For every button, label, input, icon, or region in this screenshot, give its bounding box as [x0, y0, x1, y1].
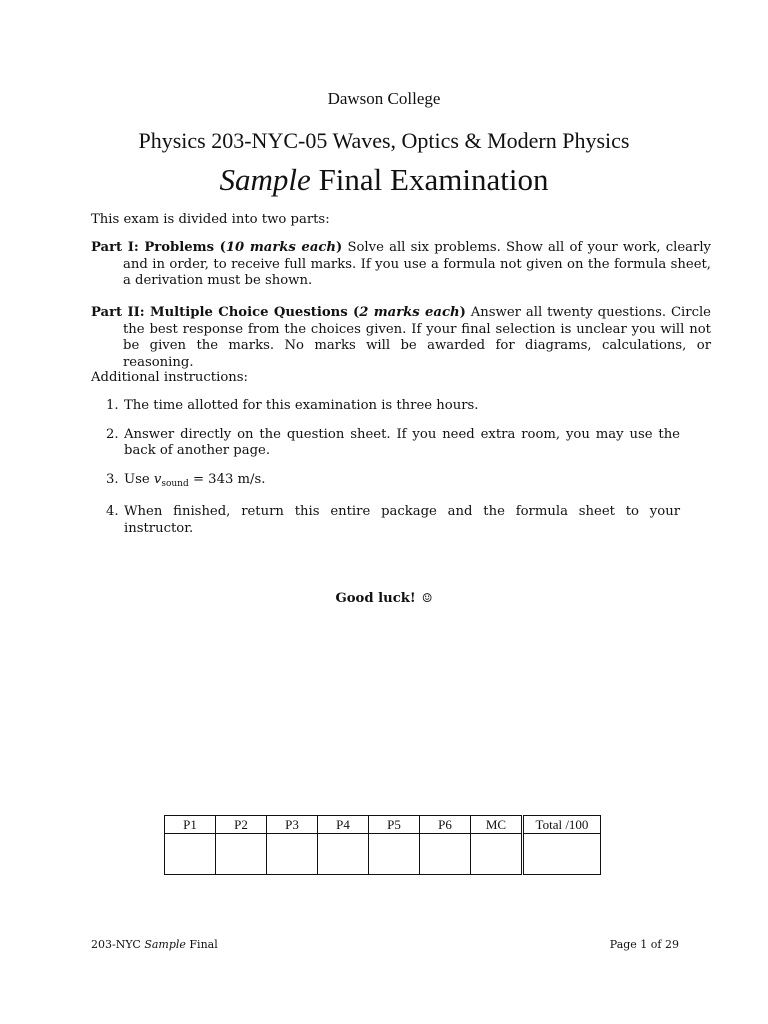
instruction-item: 2. Answer directly on the question sheet. If you need extra room, you may use the back of another page. [106, 426, 680, 458]
exam-title-italic: Sample [219, 162, 311, 197]
exam-title [0, 162, 768, 198]
score-table-entry-row [165, 834, 601, 875]
instruction-item: 4. When finished, return this entire package and the formula sheet to your instructor. [106, 504, 680, 536]
additional-instructions-label: Additional instructions: [91, 370, 248, 385]
score-cell-p4 [318, 834, 369, 875]
instructions-list [100, 398, 680, 549]
score-header-p6: P6 [420, 816, 471, 834]
score-header-mc: MC [471, 816, 523, 834]
part-2-text: Answer all twenty questions. Circle the best response from the choices given. If your final selection is unclear you will not be given the marks. No marks will be awarded for diagrams, calculations, or reasoning. [123, 305, 711, 370]
part-2-description [91, 305, 711, 371]
footer-left: 203-NYC Sample Final [91, 938, 218, 951]
part-1-text: Solve all six problems. Show all of your work, clearly and in order, to receive full marks. If you use a formula not given on the formula sheet, a derivation must be shown. [123, 240, 711, 288]
course-title: Physics 203-NYC-05 Waves, Optics & Modern Physics [138, 128, 630, 153]
score-table [164, 815, 601, 875]
smiley-icon: ☺ [421, 591, 433, 605]
exam-title-rest: Final Examination [318, 162, 549, 197]
score-header-p4: P4 [318, 816, 369, 834]
score-cell-p3 [267, 834, 318, 875]
score-cell-p2 [216, 834, 267, 875]
score-header-p5: P5 [369, 816, 420, 834]
college-name: Dawson College [327, 89, 441, 108]
score-cell-p6 [420, 834, 471, 875]
score-cell-p1 [165, 834, 216, 875]
part-2-label: Part II: Multiple Choice Questions (2 marks each) [91, 305, 466, 320]
score-header-p1: P1 [165, 816, 216, 834]
part-1-description [91, 240, 711, 290]
instruction-item: 1. The time allotted for this examination is three hours. [106, 398, 479, 413]
page-number: Page 1 of 29 [609, 938, 679, 951]
score-table-header-row [165, 816, 601, 834]
good-luck-message: Good luck! ☺ [335, 591, 433, 606]
score-cell-total [523, 834, 601, 875]
intro-text: This exam is divided into two parts: [91, 212, 330, 227]
score-cell-p5 [369, 834, 420, 875]
score-header-total: Total /100 [523, 816, 601, 834]
instruction-item: 3. Use $v_{sound} = 343$ m/s. [106, 471, 266, 489]
part-1-label: Part I: Problems (10 marks each) [91, 240, 343, 255]
score-header-p3: P3 [267, 816, 318, 834]
score-cell-mc [471, 834, 523, 875]
score-header-p2: P2 [216, 816, 267, 834]
